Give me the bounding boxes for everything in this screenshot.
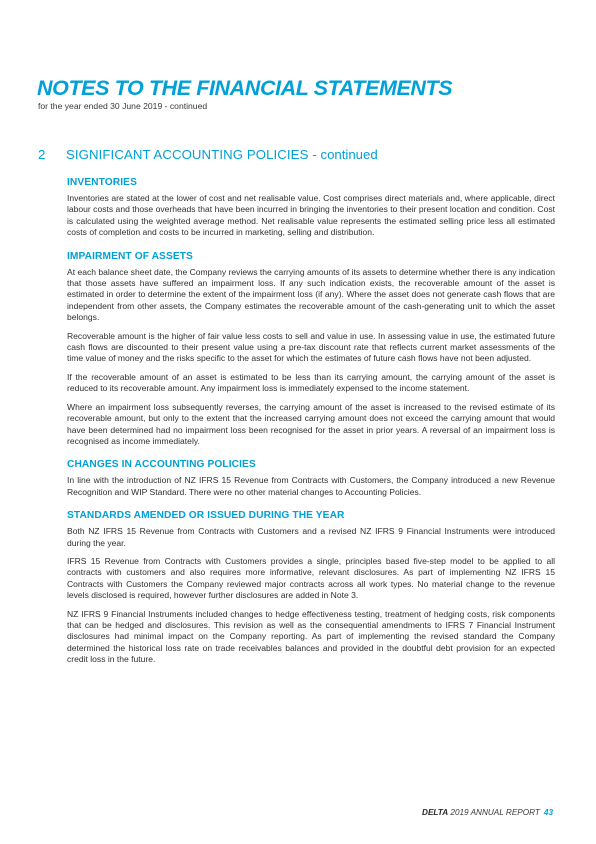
paragraph: At each balance sheet date, the Company reviews the carrying amounts of its assets to determine whether there is any indication that those assets have suffered an impairment loss. If any such indication exists, the recoverable amount of the asset is estimated in order to determine the extent of the impairment loss (if any). Where the asset does not generate cash flows that are independent from other assets, the Company estimates the recoverable amount of the cash-generating unit to which the asset belongs. bbox=[67, 266, 555, 323]
standards-section bbox=[67, 510, 555, 665]
paragraph: Both NZ IFRS 15 Revenue from Contracts with Customers and a revised NZ IFRS 9 Financial Instruments were introduced during the year. bbox=[67, 526, 555, 548]
changes-heading: CHANGES IN ACCOUNTING POLICIES bbox=[67, 459, 256, 471]
page-number: 43 bbox=[543, 808, 553, 817]
paragraph: Recoverable amount is the higher of fair value less costs to sell and value in use. In assessing value in use, the estimated future cash flows are discounted to their present value using a pre-tax discount rate that reflects current market assessments of the time value of money and the risks specific to the asset for which the estimates of future cash flows have not been adjusted. bbox=[67, 330, 555, 364]
paragraph: If the recoverable amount of an asset is estimated to be less than its carrying amount, the carrying amount of the asset is reduced to its recoverable amount. Any impairment loss is immediately expensed to the income statement. bbox=[67, 371, 555, 394]
impairment-section bbox=[67, 251, 555, 448]
section-continued: continued bbox=[320, 147, 378, 162]
inventories-section bbox=[67, 177, 555, 239]
section-title: SIGNIFICANT ACCOUNTING POLICIES - bbox=[66, 147, 321, 162]
page-title: NOTES TO THE FINANCIAL STATEMENTS bbox=[37, 76, 453, 100]
standards-heading: STANDARDS AMENDED OR ISSUED DURING THE YEAR bbox=[67, 510, 345, 522]
footer-report-label: 2019 ANNUAL REPORT bbox=[448, 808, 540, 817]
section-number: 2 bbox=[38, 147, 46, 162]
inventories-heading: INVENTORIES bbox=[67, 177, 137, 188]
changes-section bbox=[67, 459, 555, 498]
paragraph: Where an impairment loss subsequently reverses, the carrying amount of the asset is increased to the revised estimate of its recoverable amount, but only to the extent that the increased carrying amount does not exceed the carrying amount that would have been determined had no impairment loss been recognised for the asset in prior years. A reversal of an impairment loss is recognised as income immediately. bbox=[67, 401, 555, 446]
paragraph: NZ IFRS 9 Financial Instruments included changes to hedge effectiveness testing, treatment of hedging costs, risk components that can be hedged and disclosures. This revision as well as the consequential amendments to IFRS 7 Financial Instrument disclosures had minimal impact on the Company reporting. As part of implementing the revised standard the Company determined the historical loss rate on trade receivables balances and provided in the doubtful debt provision for an expected credit loss in the future. bbox=[67, 608, 555, 665]
paragraph: In line with the introduction of NZ IFRS 15 Revenue from Contracts with Customers, the Company introduced a new Revenue Recognition and WIP Standard. There were no other material changes to Accounting Policies. bbox=[67, 475, 555, 497]
impairment-heading: IMPAIRMENT OF ASSETS bbox=[67, 250, 193, 262]
footer-brand: DELTA bbox=[422, 808, 449, 817]
page-subtitle: for the year ended 30 June 2019 - continued bbox=[38, 101, 208, 111]
section-heading bbox=[38, 147, 378, 162]
paragraph: Inventories are stated at the lower of cost and net realisable value. Cost comprises direct materials and, where applicable, direct labour costs and those overheads that have been incurred in bringing the inventories to their present location and condition. Cost is calculated using the weighted average method. Net realisable value represents the estimated selling price less all estimated costs of completion and costs to be incurred in marketing, selling and distribution. bbox=[67, 193, 555, 238]
paragraph: IFRS 15 Revenue from Contracts with Customers provides a single, principles based five-step model to be applied to all contracts with customers and also requires more informative, relevant disclosures. As part of implementing NZ IFRS 15 Contracts with Customers the Company reviewed major contracts across all work types. No material change to the revenue levels disclosed is required, however further disclosures are added in Note 3. bbox=[67, 555, 555, 601]
page-footer bbox=[422, 808, 553, 817]
notes-content bbox=[67, 177, 555, 678]
